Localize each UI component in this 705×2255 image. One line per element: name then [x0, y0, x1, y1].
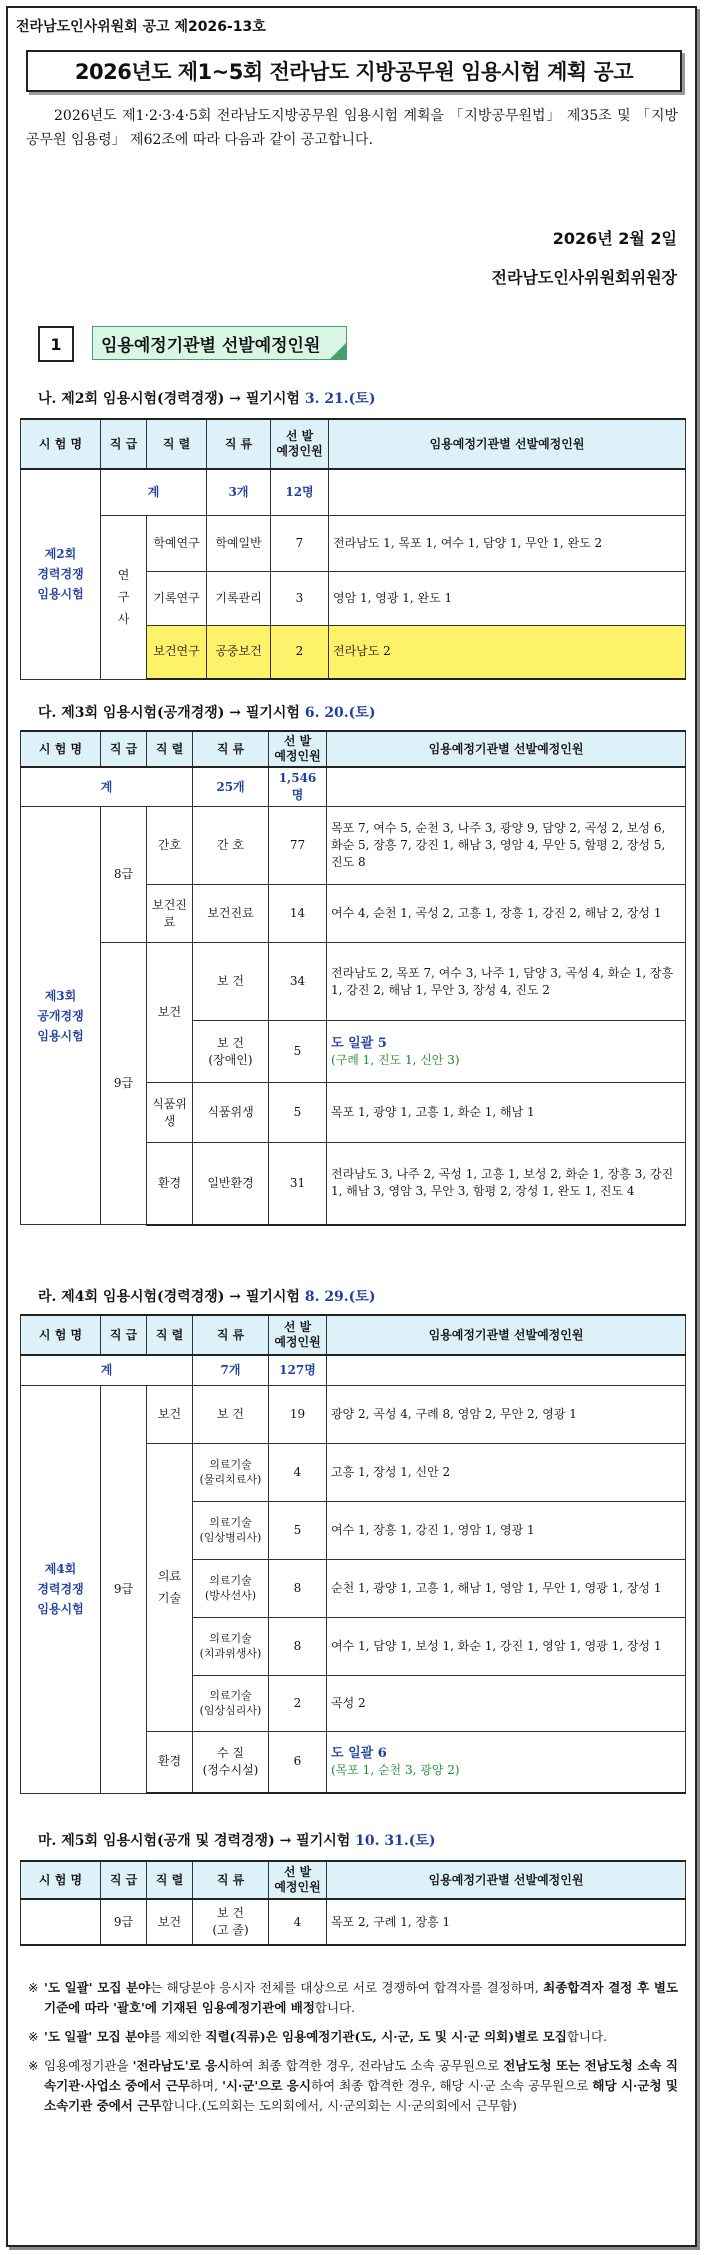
col-orgs: 임용예정기관별 선발예정인원 [327, 1315, 686, 1355]
total-label: 계 [21, 1355, 193, 1385]
type: 보 건 [193, 943, 269, 1021]
note-bold: 해당 시·군청 및 소속기관 중에서 근무 [44, 2078, 678, 2113]
series: 보건진료 [147, 885, 193, 943]
note-bold: 최종합격자 결정 후 별도 기준에 따라 '괄호'에 기재된 임용예정기관에 배정 [44, 1980, 678, 2015]
note-bold: '전라남도'로 응시 [132, 2058, 230, 2073]
exam3-heading-text: 다. 제3회 임용시험(공개경쟁) → 필기시험 [38, 705, 305, 721]
note-text: 하며, [189, 2078, 223, 2093]
orgs: 전라남도 1, 목포 1, 여수 1, 담양 1, 무안 1, 완도 2 [329, 515, 686, 571]
series: 보건연구 [147, 625, 207, 679]
type: 의료기술 (방사선사) [193, 1559, 269, 1617]
total-types: 7개 [193, 1355, 269, 1385]
series: 보건 [147, 943, 193, 1083]
total-count: 1,546명 [269, 767, 327, 807]
orgs: 전라남도 2, 목포 7, 여수 3, 나주 1, 담양 3, 곡성 4, 화순 1, 장흥 1, 강진 2, 해남 1, 무안 3, 장성 4, 진도 2 [327, 943, 686, 1021]
notice-document [6, 6, 697, 2247]
table-row [21, 767, 686, 807]
orgs: 광양 2, 곡성 4, 구례 8, 영암 2, 무안 2, 영광 1 [327, 1385, 686, 1443]
orgs: 곡성 2 [327, 1675, 686, 1731]
series: 보건 [147, 1385, 193, 1443]
exam5-heading-text: 마. 제5회 임용시험(공개 및 경력경쟁) → 필기시험 [38, 1833, 356, 1849]
exam5-date: 10. 31.(토) [355, 1833, 436, 1849]
col-grade: 직 급 [101, 1861, 147, 1899]
exam2-heading-text: 나. 제2회 임용시험(경력경쟁) → 필기시험 [38, 391, 305, 407]
orgs: 고흥 1, 장성 1, 신안 2 [327, 1443, 686, 1501]
section-number: 1 [38, 326, 74, 362]
exam4-date: 8. 29.(토) [304, 1289, 376, 1305]
exam5-heading [38, 1830, 436, 1850]
exam-name: 제4회 경력경쟁 임용시험 [21, 1385, 101, 1793]
grade: 8급 [101, 807, 147, 943]
count: 6 [269, 1731, 327, 1793]
count: 2 [269, 1675, 327, 1731]
col-exam: 시 험 명 [21, 1861, 101, 1899]
note-bold: '도 일괄' 모집 분야 [44, 1980, 151, 1995]
note-bold: 직렬(직류)은 임용예정기관(도, 시·군, 도 및 시·군 의회)별로 모집 [205, 2029, 567, 2044]
note-text: 합니다.(도의회는 도의회에서, 시·군의회는 시·군의회에서 근무함) [161, 2098, 517, 2113]
grade: 9급 [101, 1385, 147, 1793]
type: 보 건 (장애인) [193, 1021, 269, 1083]
note-mark: ※ [28, 1980, 39, 1995]
table-row [21, 469, 686, 515]
orgs: 목포 1, 광양 1, 고흥 1, 화순 1, 해남 1 [327, 1083, 686, 1143]
orgs: 영암 1, 영광 1, 완도 1 [329, 571, 686, 625]
type: 보 건 (고 졸) [193, 1899, 269, 1945]
count: 2 [271, 625, 329, 679]
col-type: 직 류 [207, 419, 271, 469]
type: 의료기술 (임상심리사) [193, 1675, 269, 1731]
table-row [21, 515, 686, 571]
count: 34 [269, 943, 327, 1021]
note-text: 합니다. [314, 2000, 356, 2015]
col-series: 직 렬 [147, 419, 207, 469]
count: 7 [271, 515, 329, 571]
series: 기록연구 [147, 571, 207, 625]
exam-name: 제3회 공개경쟁 임용시험 [21, 807, 101, 1225]
orgs: 여수 4, 순천 1, 곡성 2, 고흥 1, 장흥 1, 강진 2, 해남 2, 장성 1 [327, 885, 686, 943]
series: 환경 [147, 1143, 193, 1225]
note-text: 하여 최종 합격한 경우, 해당 시·군 소속 공무원으로 [310, 2078, 593, 2093]
type: 공중보건 [207, 625, 271, 679]
orgs [327, 1731, 686, 1793]
table-header-row [21, 1861, 686, 1899]
orgs-sub: (구례 1, 진도 1, 신안 3) [331, 1052, 460, 1067]
exam3-table [20, 730, 686, 1226]
exam3-date: 6. 20.(토) [304, 705, 376, 721]
col-count: 선 발 예정인원 [269, 1861, 327, 1899]
note-item [28, 1978, 678, 2018]
type: 기록관리 [207, 571, 271, 625]
note-text: 하여 최종 합격한 경우, 전라남도 소속 공무원으로 [229, 2058, 504, 2073]
col-series: 직 렬 [147, 731, 193, 767]
orgs: 목포 7, 여수 5, 순천 3, 나주 3, 광양 9, 담양 2, 곡성 2, 보성 6, 화순 5, 장흥 7, 강진 1, 해남 3, 영암 4, 무안 5, 함평 2, 장성 5, 진도 8 [327, 807, 686, 885]
note-bold: 전남도청 또는 전남도청 소속 직속기관·사업소 중에서 근무 [44, 2058, 679, 2093]
count: 5 [269, 1021, 327, 1083]
count: 4 [269, 1443, 327, 1501]
series: 간호 [147, 807, 193, 885]
count: 14 [269, 885, 327, 943]
type: 수 질 (정수시설) [193, 1731, 269, 1793]
total-types: 3개 [207, 469, 271, 515]
exam3-heading [38, 702, 375, 722]
col-orgs: 임용예정기관별 선발예정인원 [329, 419, 686, 469]
series: 보건 [147, 1899, 193, 1945]
note-mark: ※ [28, 2029, 39, 2044]
col-grade: 직 급 [101, 419, 147, 469]
note-bold: '시·군'으로 응시 [222, 2078, 311, 2093]
col-series: 직 렬 [147, 1861, 193, 1899]
total-label: 계 [101, 469, 207, 515]
type: 의료기술 (물리치료사) [193, 1443, 269, 1501]
table-row [21, 1385, 686, 1443]
table-header-row [21, 731, 686, 767]
count: 19 [269, 1385, 327, 1443]
note-mark: ※ [28, 2058, 39, 2073]
exam4-table [20, 1314, 686, 1794]
section-title-text: 임용예정기관별 선발예정인원 [101, 335, 321, 356]
note-text: 합니다. [566, 2029, 608, 2044]
col-type: 직 류 [193, 731, 269, 767]
series: 학예연구 [147, 515, 207, 571]
grade: 9급 [101, 1899, 147, 1945]
notes [28, 1978, 678, 2125]
orgs: 목포 2, 구례 1, 장흥 1 [327, 1899, 686, 1945]
exam2-table [20, 418, 686, 680]
col-orgs: 임용예정기관별 선발예정인원 [327, 731, 686, 767]
count: 3 [271, 571, 329, 625]
type: 보 건 [193, 1385, 269, 1443]
col-grade: 직 급 [101, 731, 147, 767]
col-exam: 시 험 명 [21, 1315, 101, 1355]
orgs [327, 1021, 686, 1083]
note-text: 를 제외한 [149, 2029, 206, 2044]
series: 환경 [147, 1731, 193, 1793]
section-title [92, 326, 347, 360]
type: 식품위생 [193, 1083, 269, 1143]
orgs-main: 도 일괄 5 [331, 1035, 387, 1051]
note-item [28, 2056, 678, 2116]
col-count: 선 발 예정인원 [269, 731, 327, 767]
total-count: 12명 [271, 469, 329, 515]
col-exam: 시 험 명 [21, 419, 101, 469]
series: 의료 기술 [147, 1443, 193, 1731]
notice-number: 전라남도인사위원회 공고 제2026-13호 [16, 19, 266, 35]
intro-paragraph: 2026년도 제1·2·3·4·5회 전라남도지방공무원 임용시험 계획을 「지방공무원법」 제35조 및 「지방공무원 임용령」 제62조에 따라 다음과 같이 공고합니다. [26, 108, 678, 148]
grade: 9급 [101, 943, 147, 1225]
table-row [21, 807, 686, 885]
orgs-sub: (목포 1, 순천 3, 광양 2) [331, 1762, 460, 1777]
orgs: 전라남도 2 [329, 625, 686, 679]
orgs: 여수 1, 담양 1, 보성 1, 화순 1, 강진 1, 영암 1, 영광 1, 장성 1 [327, 1617, 686, 1675]
count: 8 [269, 1559, 327, 1617]
table-row [21, 1355, 686, 1385]
count: 5 [269, 1083, 327, 1143]
orgs: 전라남도 3, 나주 2, 곡성 1, 고흥 1, 보성 2, 화순 1, 장흥 3, 강진 1, 해남 3, 영암 3, 무안 3, 함평 2, 장성 1, 완도 1, 진도 4 [327, 1143, 686, 1225]
document-title: 2026년도 제1~5회 전라남도 지방공무원 임용시험 계획 공고 [26, 50, 682, 92]
exam4-heading [38, 1286, 375, 1306]
total-label: 계 [21, 767, 193, 807]
type: 학예일반 [207, 515, 271, 571]
series: 식품위생 [147, 1083, 193, 1143]
exam5-table [20, 1860, 686, 1946]
note-item [28, 2027, 678, 2047]
orgs-main: 도 일괄 6 [331, 1745, 387, 1761]
col-orgs: 임용예정기관별 선발예정인원 [327, 1861, 686, 1899]
type: 일반환경 [193, 1143, 269, 1225]
total-types: 25개 [193, 767, 269, 807]
type: 간 호 [193, 807, 269, 885]
note-bold: '도 일괄' 모집 분야 [44, 2029, 150, 2044]
exam4-heading-text: 라. 제4회 임용시험(경력경쟁) → 필기시험 [38, 1289, 305, 1305]
note-text: 는 해당분야 응시자 전체를 대상으로 서로 경쟁하여 합격자를 결정하며, [150, 1980, 544, 1995]
type: 보건진료 [193, 885, 269, 943]
count: 8 [269, 1617, 327, 1675]
count: 4 [269, 1899, 327, 1945]
table-header-row [21, 419, 686, 469]
exam2-date: 3. 21.(토) [304, 391, 376, 407]
table-row [21, 943, 686, 1021]
table-header-row [21, 1315, 686, 1355]
count: 5 [269, 1501, 327, 1559]
col-series: 직 렬 [147, 1315, 193, 1355]
exam-name: 제2회 경력경쟁 임용시험 [21, 469, 101, 679]
count: 31 [269, 1143, 327, 1225]
col-count: 선 발 예정인원 [269, 1315, 327, 1355]
col-grade: 직 급 [101, 1315, 147, 1355]
notice-date: 2026년 2월 2일 [552, 229, 677, 248]
orgs: 여수 1, 장흥 1, 강진 1, 영암 1, 영광 1 [327, 1501, 686, 1559]
total-count: 127명 [269, 1355, 327, 1385]
col-exam: 시 험 명 [21, 731, 101, 767]
note-text: 임용예정기관을 [44, 2058, 133, 2073]
type: 의료기술 (치과위생사) [193, 1617, 269, 1675]
type: 의료기술 (임상병리사) [193, 1501, 269, 1559]
exam2-heading [38, 388, 375, 408]
col-type: 직 류 [193, 1861, 269, 1899]
grade: 연 구 사 [101, 515, 147, 679]
issuer: 전라남도인사위원회위원장 [491, 268, 677, 287]
count: 77 [269, 807, 327, 885]
table-row [21, 1899, 686, 1945]
orgs: 순천 1, 광양 1, 고흥 1, 해남 1, 영암 1, 무안 1, 영광 1, 장성 1 [327, 1559, 686, 1617]
col-count: 선 발 예정인원 [271, 419, 329, 469]
col-type: 직 류 [193, 1315, 269, 1355]
